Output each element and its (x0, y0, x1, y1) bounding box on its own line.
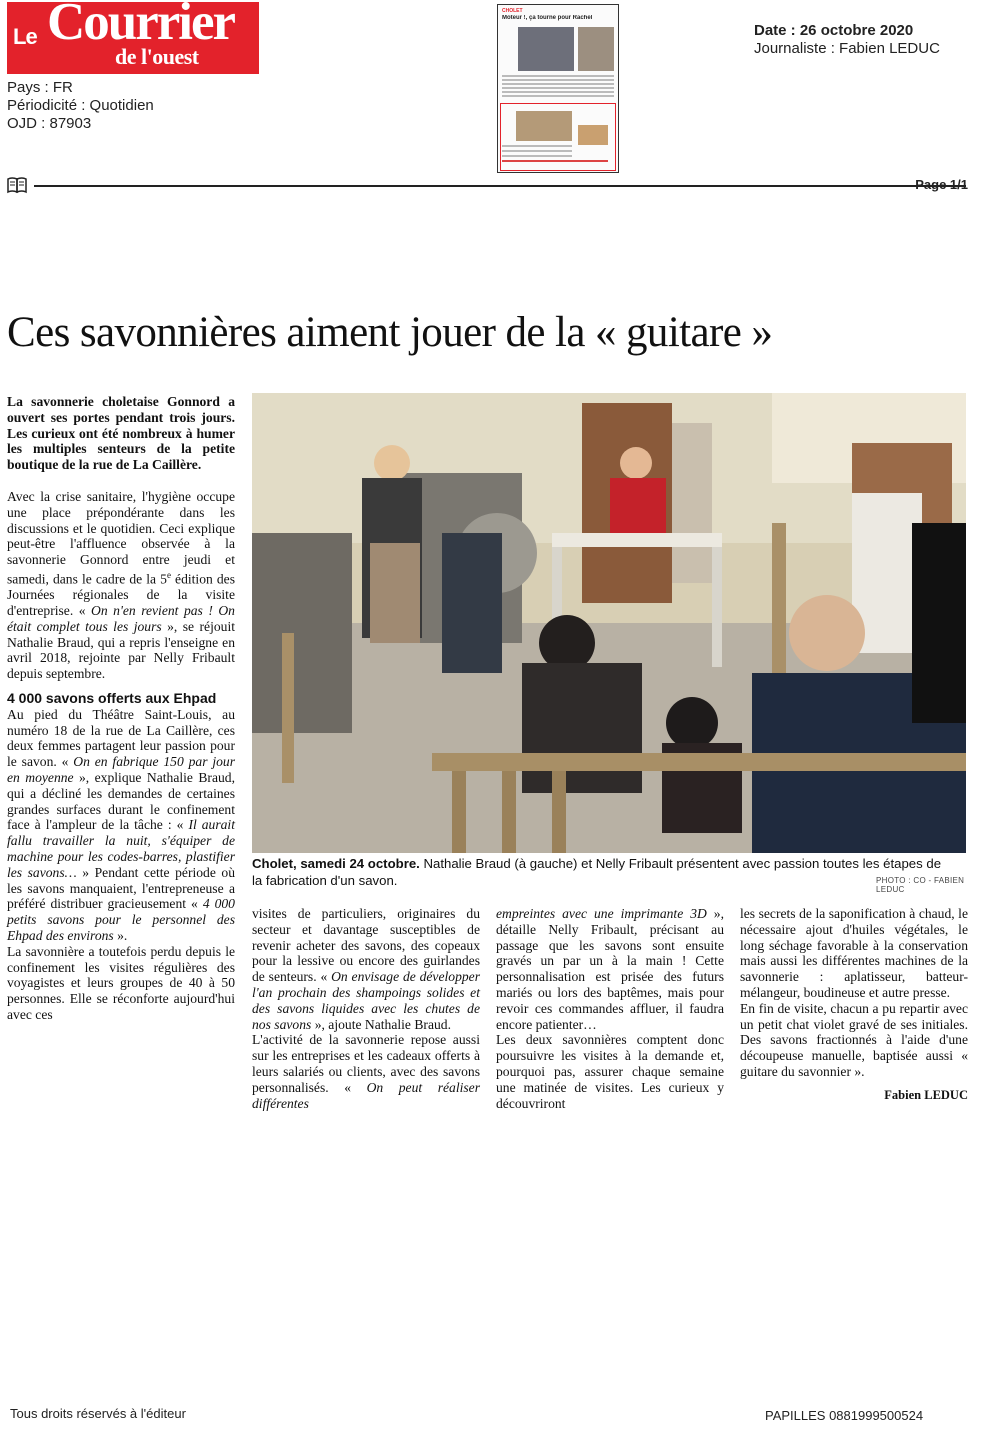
publication-meta (7, 79, 154, 133)
thumbnail-text (502, 87, 614, 89)
meta-periodicity: Périodicité : Quotidien (7, 97, 154, 114)
paragraph: En fin de visite, chacun a pu repartir avec un petit chat violet gravé de ses initiales. Des savons fractionnés à l'aide d'une découpeuse manuelle, baptisée aussi « guitare du savonnier ». (740, 1000, 968, 1079)
thumbnail-title: Moteur !, ça tourne pour Rachel (502, 15, 593, 21)
ordinal-sup: e (166, 569, 171, 580)
article-column-2 (252, 906, 480, 1111)
text: Avec la crise sanitaire, l'hygiène occupe une place prépondérante dans les discussions et le quotidien. Ceci explique peut-être l'affluence observée à la savonnerie Gonnord entre jeudi et samedi, dans le cadre de la 5 (7, 488, 235, 587)
caption-lead: Cholet, samedi 24 octobre. (252, 856, 420, 871)
quote: Il aurait fallu travailler la nuit, s'équiper de machine pour les codes-barres, plastifier les savons… (7, 817, 235, 880)
thumbnail-text (502, 79, 614, 81)
thumbnail-text (502, 160, 608, 162)
text: ». (113, 928, 128, 944)
workshop-illustration (252, 393, 966, 853)
date-block (754, 22, 940, 58)
caption-text: Nathalie Braud (à gauche) et Nelly Fribault présentent avec passion toutes les étapes de la fabrication d'un savon. (252, 856, 942, 888)
footer-rights: Tous droits réservés à l'éditeur (10, 1406, 186, 1421)
text: » Pendant cette période où les savons manquaient, l'entrepreneuse a préféré distribuer gracieusement « (7, 864, 236, 912)
article-chapo: La savonnerie choletaise Gonnord a ouvert ses portes pendant trois jours. Les curieux ont été nombreux à humer les multiples senteurs de la petite boutique de la rue de La Caillère. (7, 394, 235, 473)
thumbnail-section: CHOLET (502, 8, 523, 14)
thumbnail-text (502, 155, 572, 157)
quote: empreintes avec une imprimante 3D (496, 906, 707, 921)
text: », détaille Nelly Fribault, précisant au passage que les savons sont ensuite gravés un par un à la main ! Cette personnalisation est prisée des futurs mariés ou lors des baptêmes, mais pour revoir ces commandes affluer, il faudra encore patienter… (496, 906, 724, 1032)
quote: 4 000 petits savons pour le personnel des Ehpad des environs (7, 896, 235, 944)
quote: On envisage de développer l'an prochain des shampoings solides et des savons liquides avec les chutes de nos savons (252, 969, 480, 1032)
page-thumbnail[interactable] (497, 4, 619, 173)
thumbnail-text (502, 150, 572, 152)
text: », se réjouit Nathalie Braud, qui a repris l'enseigne en avril 2018, rejointe par Nelly Fribault depuis septembre. (7, 618, 235, 682)
logo-le: Le (13, 24, 37, 49)
article-column-4 (740, 906, 968, 1104)
article-date: Date : 26 octobre 2020 (754, 22, 914, 39)
article-headline: Ces savonnières aiment jouer de la « guitare » (7, 309, 773, 356)
quote: On n'en revient pas ! On était complet tous les jours (7, 603, 235, 634)
header-rule (34, 185, 966, 187)
thumbnail-ad (578, 125, 608, 145)
logo-courrier: Courrier (47, 2, 235, 51)
book-icon (7, 176, 27, 194)
thumbnail-text (502, 91, 614, 93)
paragraph: La savonnière a toutefois perdu depuis le confinement les visites régulières des voyagistes et leurs groupes de 40 à 50 personnes. Elle se réconforte aujourd'hui avec ces (7, 943, 235, 1023)
quote: On en fabrique 150 par jour en moyenne (7, 754, 235, 786)
paragraph (7, 707, 235, 944)
text: L'activité de la savonnerie repose aussi sur les entreprises et les cadeaux offerts à leurs salariés ou clients, avec des savons personnalisés. « (252, 1032, 480, 1095)
thumbnail-photo (518, 27, 574, 71)
footer-code: PAPILLES 0881999500524 (765, 1408, 924, 1423)
page-number: Page 1/1 (915, 177, 968, 192)
paragraph (496, 906, 724, 1032)
photo-credit: PHOTO : CO - FABIEN LEDUC (876, 876, 965, 894)
paragraph (252, 1032, 480, 1111)
text: édition des Journées régionales de la visite d'entreprise. « (7, 571, 235, 619)
thumbnail-photo-2 (578, 27, 614, 71)
article-subhead: 4 000 savons offerts aux Ehpad (7, 690, 217, 707)
article-column-1 (7, 394, 235, 1023)
paragraph: Les deux savonnières comptent donc poursuivre les visites à la demande et, pourquoi pas, assurer chaque semaine une matinée de visites. Les curieux y découvriront (496, 1032, 724, 1111)
thumbnail-text (502, 75, 614, 77)
article-column-3 (496, 906, 724, 1111)
logo-ouest: de l'ouest (115, 44, 199, 69)
courrier-logo (7, 2, 259, 74)
meta-ojd: OJD : 87903 (7, 115, 92, 132)
text: », ajoute Nathalie Braud. (311, 1016, 451, 1032)
thumbnail-text (502, 83, 614, 85)
article-photo (252, 393, 966, 853)
photo-caption (252, 855, 952, 889)
paragraph (7, 489, 235, 682)
thumbnail-article-photo (516, 111, 572, 141)
journalist: Journaliste : Fabien LEDUC (754, 40, 940, 57)
article-author: Fabien LEDUC (884, 1087, 968, 1102)
text: visites de particuliers, originaires du secteur et davantage susceptibles de revenir acheter des savons, des copeaux pour la lessive ou encore des guirlandes de senteurs. « (252, 906, 480, 985)
text: Au pied du Théâtre Saint-Louis, au numéro 18 de la rue de La Caillère, ces deux femmes partagent leur passion pour le savon. « (7, 706, 235, 770)
text: », explique Nathalie Braud, qui a décliné les demandes de certaines grandes surfaces durant le confinement face à l'ampleur de la tâche : « (7, 770, 235, 833)
quote: On peut réaliser différentes (252, 1079, 480, 1111)
meta-country: Pays : FR (7, 79, 73, 96)
thumbnail-text (502, 95, 614, 97)
paragraph: les secrets de la saponification à chaud, le nécessaire ajout d'huiles végétales, le long séchage favorable à la conservation mais aussi les différentes machines de la savonnerie : aplatisseur, batteur-mélangeur, boudineuse et autre presse. (740, 906, 968, 1000)
thumbnail-text (502, 145, 572, 147)
paragraph (252, 906, 480, 1032)
